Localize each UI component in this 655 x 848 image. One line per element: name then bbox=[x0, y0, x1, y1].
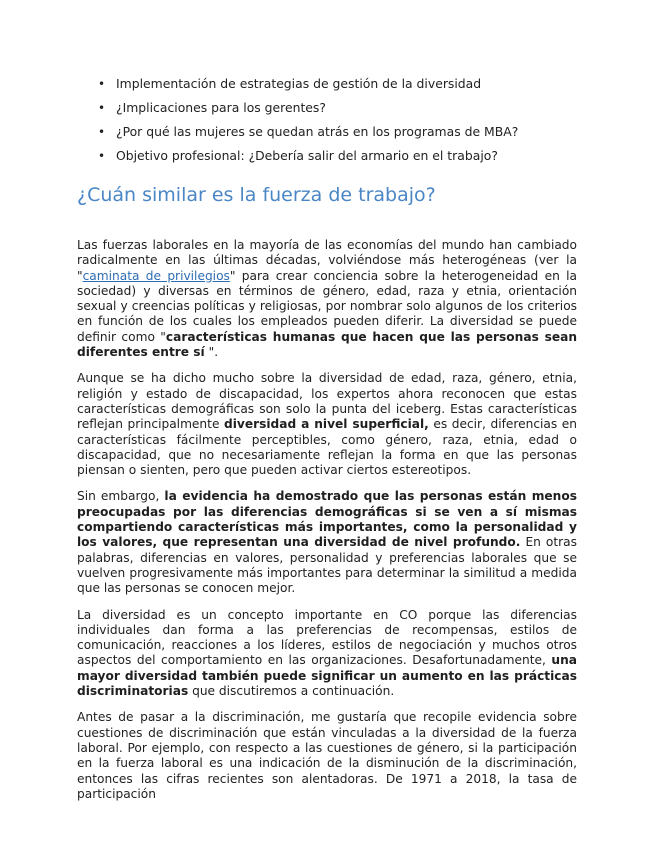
text-run: La diversidad es un concepto importante en CO porque las diferencias individuales dan forma a las preferencias de recompensas, estilos de comunicación, reacciones a los líderes, estilos de negociación y muchos otros aspectos del comportamiento en las organizaciones. Desafortunadamente, bbox=[77, 607, 577, 668]
bullet-item bbox=[96, 98, 616, 122]
bold-text: diversidad a nivel superficial, bbox=[223, 417, 429, 432]
bullet-item bbox=[96, 74, 616, 98]
bullet-item bbox=[96, 122, 616, 146]
text-run: En otras palabras, diferencias en valores, personalidad y preferencias laborales que se vuelven progresivamente más importantes para determinar la similitud a medida que las personas se conocen mejor. bbox=[77, 535, 577, 596]
text-run: ". bbox=[204, 345, 219, 360]
paragraph-1 bbox=[77, 238, 577, 360]
text-run: Antes de pasar a la discriminación, me gustaría que recopile evidencia sobre cuestiones de discriminación que están vinculadas a la diversidad de la fuerza laboral. Por ejemplo, con respecto a las cuestiones de género, si la participación en la fuerza laboral es una indicación de la disminución de la discriminación, entonces las cifras recientes son alentadoras. De 1971 a 2018, la tasa de participación bbox=[77, 710, 577, 801]
bullet-text: Objetivo profesional: ¿Debería salir del armario en el trabajo? bbox=[116, 148, 498, 163]
bullet-item bbox=[96, 146, 616, 170]
bold-text: la evidencia ha demostrado que las personas están menos preocupadas por las diferencias demográficas si se ven a sí mismas compartiendo características más importantes, como la personalidad y los valores, que representan una diversidad de nivel profundo. bbox=[77, 489, 577, 550]
bullet-dot-icon: • bbox=[98, 149, 106, 163]
privilege-walk-link[interactable]: caminata de privilegios bbox=[82, 268, 230, 283]
paragraph-5 bbox=[77, 710, 577, 802]
bullet-dot-icon: • bbox=[98, 77, 106, 91]
section-heading: ¿Cuán similar es la fuerza de trabajo? bbox=[77, 184, 436, 206]
bullet-list bbox=[96, 74, 616, 170]
paragraph-2 bbox=[77, 371, 577, 478]
text-run: que discutiremos a continuación. bbox=[188, 684, 395, 699]
text-run: es decir, diferencias en características fácilmente perceptibles, como género, raza, etnia, edad o discapacidad, que no necesariamente reflejan la forma en que las personas piensan o sienten, pero que pueden activar ciertos estereotipos. bbox=[77, 417, 577, 478]
text-run: " para crear conciencia sobre la heterogeneidad en la sociedad) y diversas en términos de género, edad, raza y etnia, orientación sexual y creencias políticas y religiosas, por nombrar solo algunos de los criterios en función de los cuales los empleados pueden diferir. La diversidad se puede definir como " bbox=[77, 268, 577, 344]
bullet-text: ¿Por qué las mujeres se quedan atrás en los programas de MBA? bbox=[116, 124, 519, 139]
bold-text: una mayor diversidad también puede significar un aumento en las prácticas discriminatorias bbox=[77, 653, 577, 699]
body-text bbox=[77, 238, 577, 813]
bullet-dot-icon: • bbox=[98, 101, 106, 115]
paragraph-4 bbox=[77, 608, 577, 700]
bullet-text: Implementación de estrategias de gestión de la diversidad bbox=[116, 76, 482, 91]
bullet-text: ¿Implicaciones para los gerentes? bbox=[116, 100, 326, 115]
text-run: Las fuerzas laborales en la mayoría de las economías del mundo han cambiado radicalmente en las últimas décadas, volviéndose más heterogéneas (ver la " bbox=[77, 238, 577, 283]
bold-text: características humanas que hacen que las personas sean diferentes entre sí bbox=[77, 329, 577, 360]
text-run: Sin embargo, bbox=[77, 489, 165, 504]
paragraph-3 bbox=[77, 489, 577, 596]
bullet-dot-icon: • bbox=[98, 125, 106, 139]
text-run: Aunque se ha dicho mucho sobre la diversidad de edad, raza, género, etnia, religión y estado de discapacidad, los expertos ahora reconocen que estas características demográficas son solo la punta del iceberg. Estas características reflejan principalmente bbox=[77, 371, 577, 432]
